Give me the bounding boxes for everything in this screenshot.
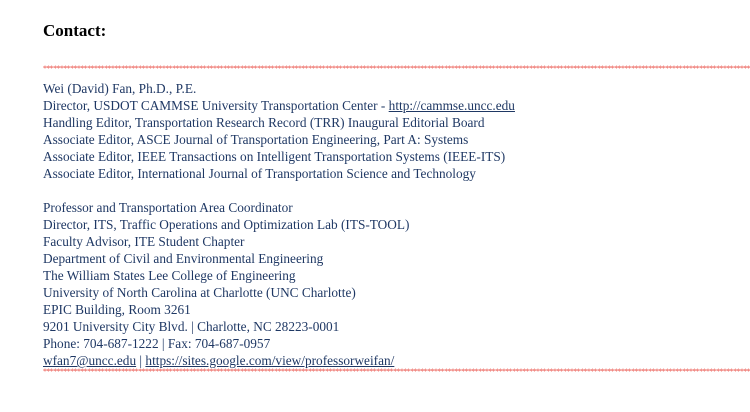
editor-line-ieee: Associate Editor, IEEE Transactions on Intelligent Transportation Systems (IEEE-ITS) (43, 149, 506, 164)
separator-bottom: **************************************************************************************************************************************************************************************************************** (43, 367, 750, 376)
editor-line-ijtst: Associate Editor, International Journal of Transportation Science and Technology (43, 166, 476, 181)
signature-block (43, 80, 515, 182)
college-line: The William States Lee College of Engineering (43, 268, 296, 283)
university-line: University of North Carolina at Charlotte (UNC Charlotte) (43, 285, 356, 300)
advisor-line: Faculty Advisor, ITE Student Chapter (43, 234, 245, 249)
email-link[interactable]: wfan7@uncc.edu (43, 353, 137, 368)
editor-line-trr: Handling Editor, Transportation Research Record (TRR) Inaugural Editorial Board (43, 115, 485, 130)
phone-fax-line: Phone: 704-687-1222 | Fax: 704-687-0957 (43, 336, 271, 351)
cammse-link[interactable]: http://cammse.uncc.edu (388, 98, 515, 113)
title-line: Professor and Transportation Area Coordinator (43, 200, 293, 215)
director-line (43, 97, 515, 114)
address-block (43, 199, 409, 369)
links-separator: | (136, 353, 146, 368)
contact-heading: Contact: (43, 21, 107, 40)
street-address-line: 9201 University City Blvd. | Charlotte, NC 28223-0001 (43, 319, 340, 334)
website-link[interactable]: https://sites.google.com/view/professorweifan/ (145, 353, 395, 368)
director-text: Director, USDOT CAMMSE University Transportation Center - (43, 98, 389, 113)
separator-top: **************************************************************************************************************************************************************************************************************** (43, 64, 750, 73)
building-line: EPIC Building, Room 3261 (43, 302, 191, 317)
editor-line-asce: Associate Editor, ASCE Journal of Transportation Engineering, Part A: Systems (43, 132, 469, 147)
name-line: Wei (David) Fan, Ph.D., P.E. (43, 81, 197, 96)
department-line: Department of Civil and Environmental Engineering (43, 251, 324, 266)
lab-line: Director, ITS, Traffic Operations and Optimization Lab (ITS-TOOL) (43, 217, 410, 232)
